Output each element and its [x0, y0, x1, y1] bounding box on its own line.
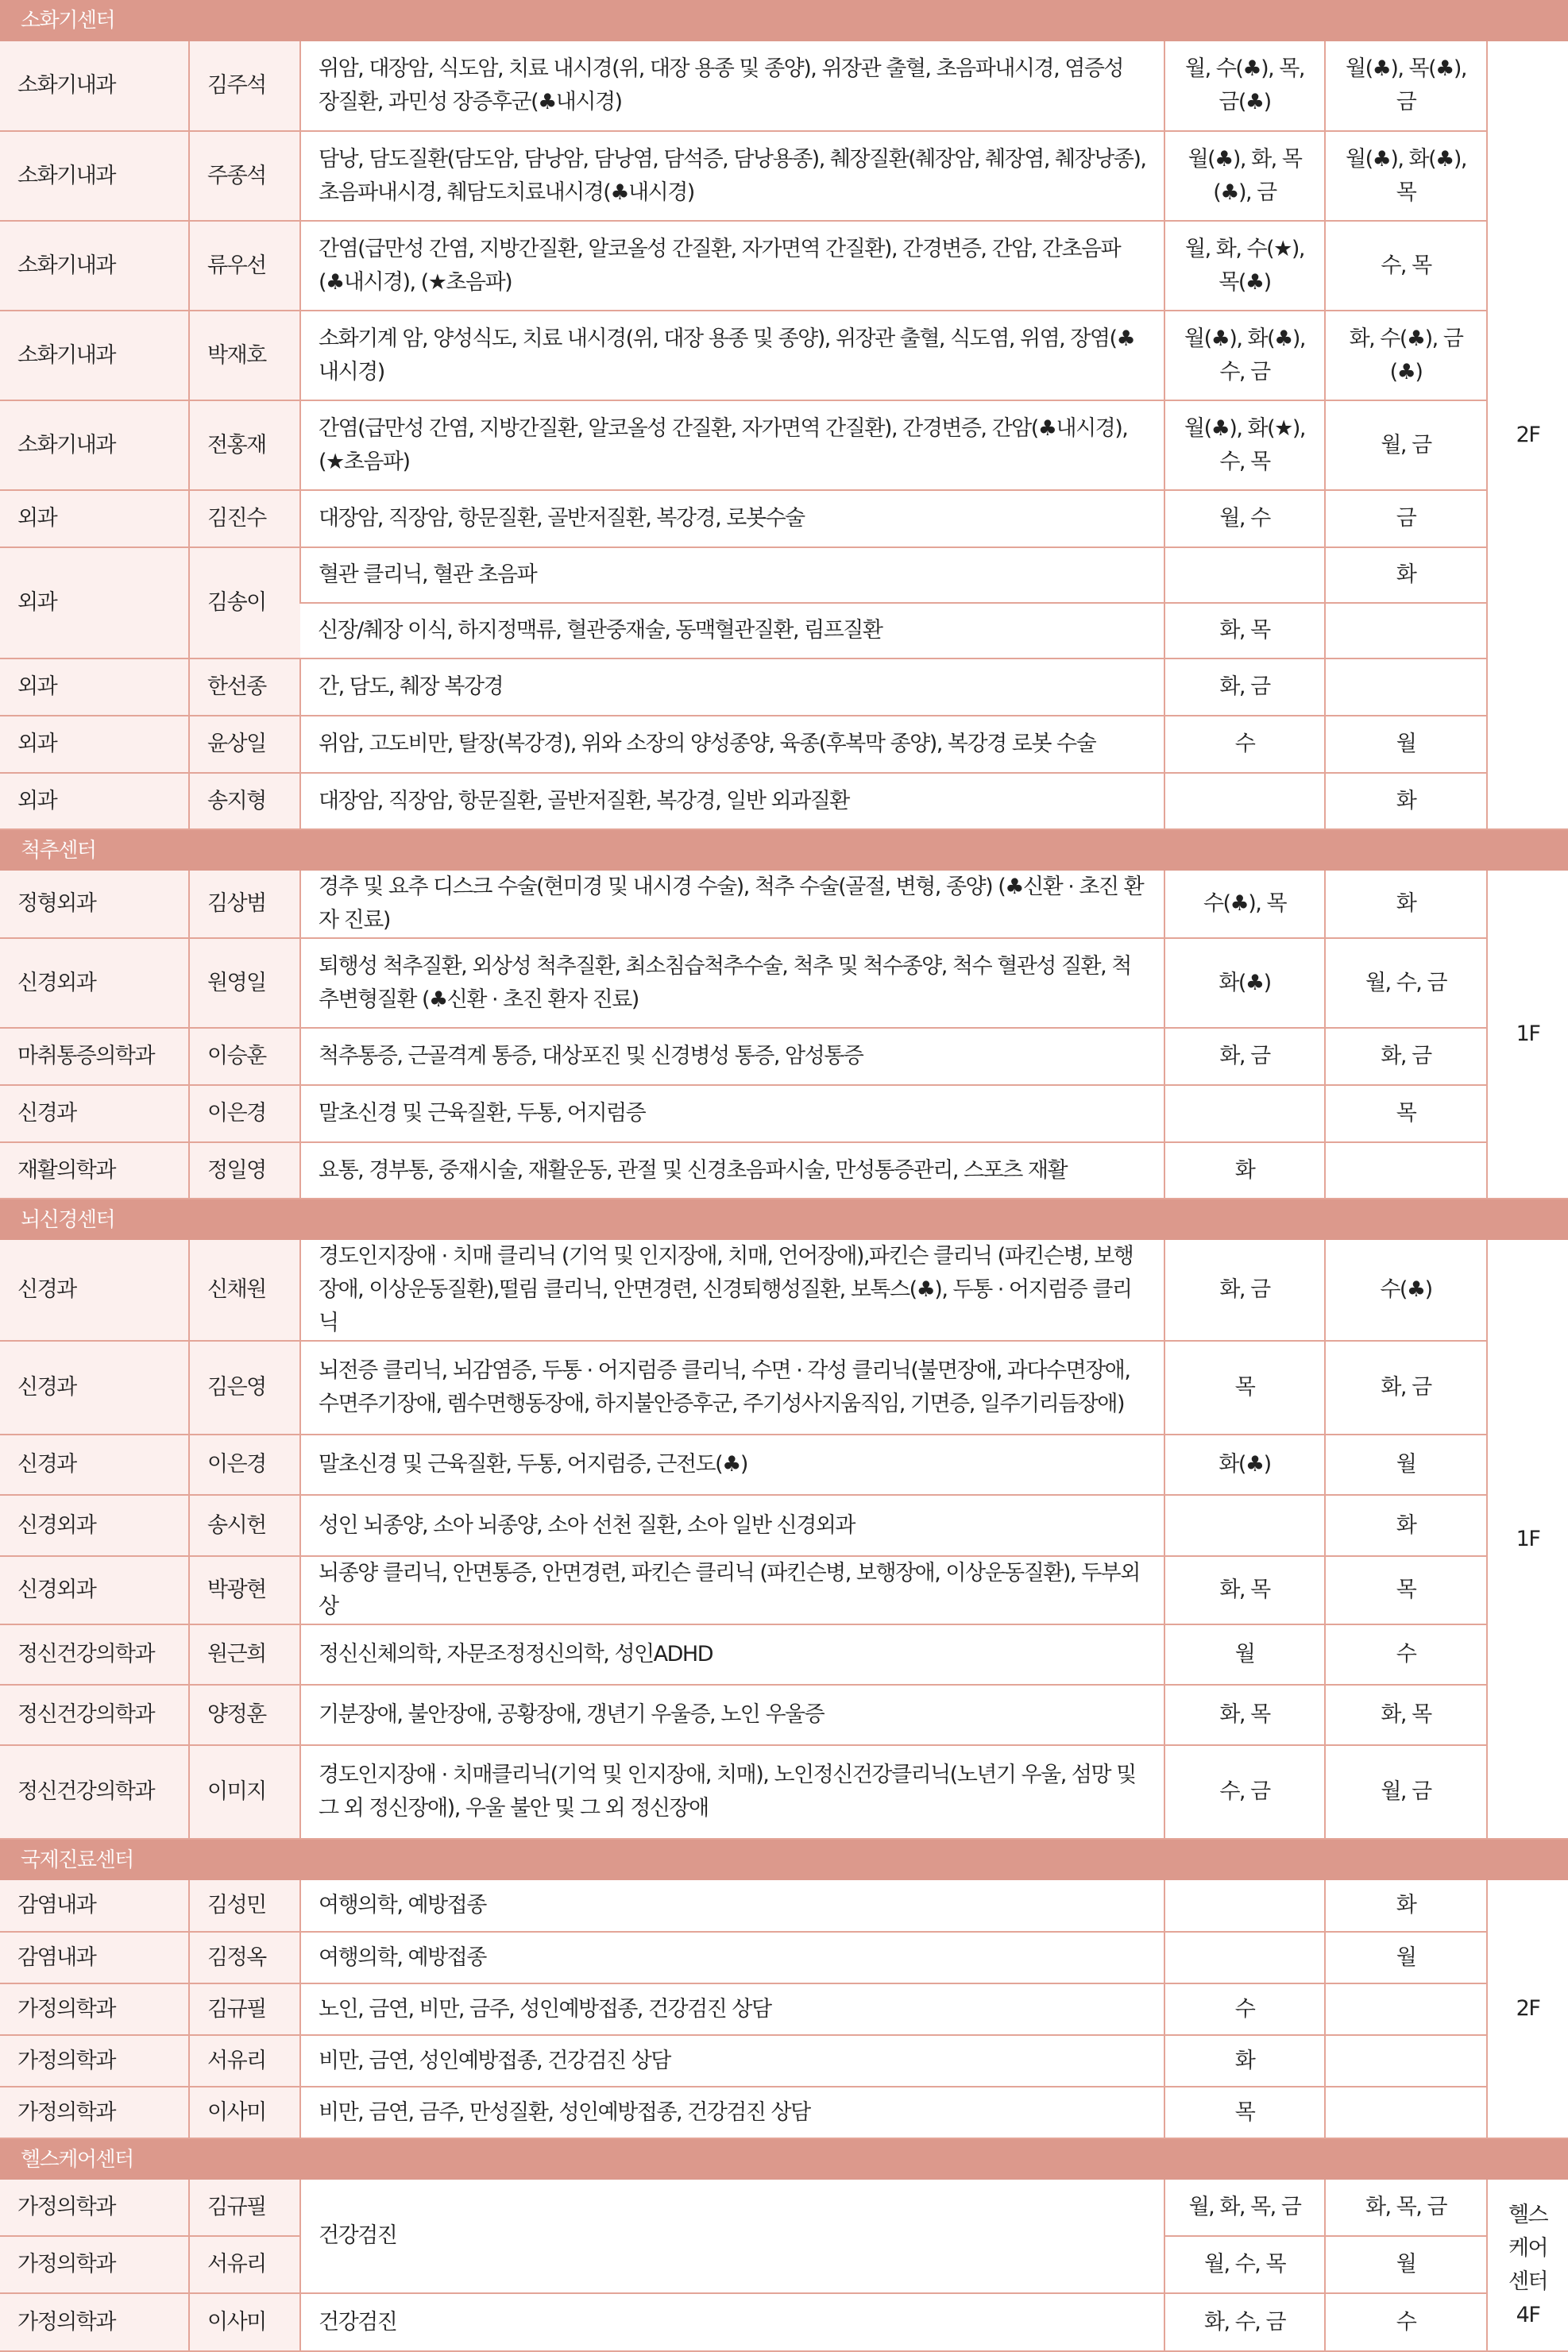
- doctor-name[interactable]: 박광현: [189, 1556, 300, 1624]
- department-cell: 감염내과: [0, 1932, 189, 1983]
- doctor-name[interactable]: 이승훈: [189, 1028, 300, 1085]
- specialty-cell: 위암, 고도비만, 탈장(복강경), 위와 소장의 양성종양, 육종(후복막 종양), 복강경 로봇 수술: [300, 716, 1164, 773]
- schedule-days-1: 월, 수: [1164, 490, 1325, 547]
- section-title: 뇌신경센터: [0, 1199, 1568, 1240]
- doctor-name[interactable]: 이은경: [189, 1435, 300, 1495]
- schedule-days-2: 월: [1325, 716, 1487, 773]
- schedule-days-1: 목: [1164, 2087, 1325, 2138]
- department-cell: 가정의학과: [0, 2180, 189, 2236]
- schedule-days-2: 화: [1325, 871, 1487, 938]
- schedule-days-1: 월, 수, 목: [1164, 2236, 1325, 2293]
- schedule-days-1: 화: [1164, 2035, 1325, 2087]
- schedule-days-2: 수: [1325, 2293, 1487, 2351]
- schedule-days-1: 월: [1164, 1624, 1325, 1685]
- table-row: [0, 41, 1568, 131]
- schedule-days-1: 화, 목: [1164, 1556, 1325, 1624]
- department-cell: 신경과: [0, 1341, 189, 1435]
- specialty-cell: 뇌전증 클리닉, 뇌감염증, 두통 · 어지럼증 클리닉, 수면 · 각성 클리닉(불면장애, 과다수면장애, 수면주기장애, 렘수면행동장애, 하지불안증후군, 주기성사지움직임, 기면증, 일주기리듬장애): [300, 1341, 1164, 1435]
- specialty-cell: 대장암, 직장암, 항문질환, 골반저질환, 복강경, 로봇수술: [300, 490, 1164, 547]
- schedule-days-1: 월(♣), 화, 목(♣), 금: [1164, 131, 1325, 221]
- schedule-days-1: 월, 수(♣), 목, 금(♣): [1164, 41, 1325, 131]
- schedule-days-2: 목: [1325, 1085, 1487, 1142]
- schedule-days-1: 화(♣): [1164, 1435, 1325, 1495]
- doctor-name[interactable]: 송지형: [189, 773, 300, 829]
- department-cell: 소화기내과: [0, 311, 189, 400]
- table-row: [0, 1240, 1568, 1341]
- floor-cell: 2F: [1487, 41, 1568, 829]
- department-cell: 정신건강의학과: [0, 1685, 189, 1745]
- floor-cell: 2F: [1487, 1880, 1568, 2138]
- doctor-name[interactable]: 양정훈: [189, 1685, 300, 1745]
- section-title: 소화기센터: [0, 0, 1568, 41]
- department-cell: 외과: [0, 490, 189, 547]
- schedule-days-2: 월: [1325, 1435, 1487, 1495]
- schedule-days-2: 수, 목: [1325, 221, 1487, 311]
- table-row: [0, 2087, 1568, 2138]
- doctor-name[interactable]: 원영일: [189, 938, 300, 1028]
- table-row: [0, 490, 1568, 547]
- department-cell: 신경외과: [0, 1556, 189, 1624]
- schedule-days-2: 월, 금: [1325, 1745, 1487, 1839]
- doctor-name[interactable]: 이사미: [189, 2087, 300, 2138]
- floor-line: 4F: [1516, 2302, 1540, 2327]
- department-cell: 정신건강의학과: [0, 1745, 189, 1839]
- specialty-cell: 노인, 금연, 비만, 금주, 성인예방접종, 건강검진 상담: [300, 1983, 1164, 2035]
- department-cell: 외과: [0, 716, 189, 773]
- department-cell: 가정의학과: [0, 2293, 189, 2351]
- schedule-days-2: 목: [1325, 1556, 1487, 1624]
- section-title: 척추센터: [0, 829, 1568, 871]
- schedule-days-2: 월: [1325, 2236, 1487, 2293]
- schedule-days-1: 화: [1164, 1142, 1325, 1199]
- specialty-cell: 말초신경 및 근육질환, 두통, 어지럼증: [300, 1085, 1164, 1142]
- department-cell: 정신건강의학과: [0, 1624, 189, 1685]
- doctor-name[interactable]: 류우선: [189, 221, 300, 311]
- schedule-days-1: 목: [1164, 1341, 1325, 1435]
- table-row: [0, 1028, 1568, 1085]
- table-row: [0, 1142, 1568, 1199]
- table-row: [0, 1685, 1568, 1745]
- schedule-days-1: 월(♣), 화(♣), 수, 금: [1164, 311, 1325, 400]
- doctor-name[interactable]: 김은영: [189, 1341, 300, 1435]
- table-row: [0, 938, 1568, 1028]
- specialty-cell: 건강검진: [300, 2293, 1164, 2351]
- schedule-days-2: 화: [1325, 773, 1487, 829]
- schedule-days-1: [1164, 547, 1325, 603]
- table-row: [0, 773, 1568, 829]
- table-row: [0, 131, 1568, 221]
- doctor-name[interactable]: 송시헌: [189, 1495, 300, 1556]
- specialty-cell: 경도인지장애 · 치매클리닉(기억 및 인지장애, 치매), 노인정신건강클리닉(노년기 우울, 섬망 및 그 외 정신장애), 우울 불안 및 그 외 정신장애: [300, 1745, 1164, 1839]
- schedule-days-2: 화, 목: [1325, 1685, 1487, 1745]
- doctor-name[interactable]: 서유리: [189, 2236, 300, 2293]
- doctor-name[interactable]: 윤상일: [189, 716, 300, 773]
- table-row: [0, 716, 1568, 773]
- specialty-cell: 척추통증, 근골격계 통증, 대상포진 및 신경병성 통증, 암성통증: [300, 1028, 1164, 1085]
- floor-line: 케어: [1508, 2235, 1548, 2261]
- schedule-days-1: 월(♣), 화(★), 수, 목: [1164, 400, 1325, 490]
- schedule-days-2: 월(♣), 목(♣), 금: [1325, 41, 1487, 131]
- schedule-days-1: 수, 금: [1164, 1745, 1325, 1839]
- department-cell: 정형외과: [0, 871, 189, 938]
- specialty-cell: 간, 담도, 췌장 복강경: [300, 658, 1164, 716]
- schedule-days-2: [1325, 2087, 1487, 2138]
- department-cell: 외과: [0, 658, 189, 716]
- table-row: [0, 1435, 1568, 1495]
- schedule-days-1: 화, 목: [1164, 1685, 1325, 1745]
- table-row: [0, 871, 1568, 938]
- schedule-days-2: [1325, 1983, 1487, 2035]
- table-row: [0, 1624, 1568, 1685]
- doctor-name[interactable]: 정일영: [189, 1142, 300, 1199]
- schedule-days-2: 화, 수(♣), 금(♣): [1325, 311, 1487, 400]
- table-row: [0, 311, 1568, 400]
- doctor-name[interactable]: 신채원: [189, 1240, 300, 1341]
- specialty-cell: 기분장애, 불안장애, 공황장애, 갱년기 우울증, 노인 우울증: [300, 1685, 1164, 1745]
- department-cell: 가정의학과: [0, 2087, 189, 2138]
- schedule-days-1: 월, 화, 수(★), 목(♣): [1164, 221, 1325, 311]
- schedule-days-1: 화, 금: [1164, 1028, 1325, 1085]
- table-row: [0, 658, 1568, 716]
- doctor-name[interactable]: 김상범: [189, 871, 300, 938]
- schedule-days-1: 월, 화, 목, 금: [1164, 2180, 1325, 2236]
- schedule-days-1: [1164, 773, 1325, 829]
- floor-cell: 1F: [1487, 871, 1568, 1199]
- specialty-cell: 요통, 경부통, 중재시술, 재활운동, 관절 및 신경초음파시술, 만성통증관리, 스포츠 재활: [300, 1142, 1164, 1199]
- department-cell: 신경외과: [0, 1495, 189, 1556]
- schedule-days-2: 화, 금: [1325, 1028, 1487, 1085]
- schedule-days-2: 화: [1325, 1880, 1487, 1932]
- specialty-cell: 비만, 금연, 금주, 만성질환, 성인예방접종, 건강검진 상담: [300, 2087, 1164, 2138]
- schedule-days-2: [1325, 603, 1487, 658]
- table-row: [0, 547, 1568, 603]
- doctor-name[interactable]: 김규필: [189, 2180, 300, 2236]
- specialty-cell: 말초신경 및 근육질환, 두통, 어지럼증, 근전도(♣): [300, 1435, 1164, 1495]
- specialty-cell: 뇌종양 클리닉, 안면통증, 안면경련, 파킨슨 클리닉 (파킨슨병, 보행장애, 이상운동질환), 두부외상: [300, 1556, 1164, 1624]
- specialty-cell: 퇴행성 척추질환, 외상성 척추질환, 최소침습척추수술, 척추 및 척수종양, 척수 혈관성 질환, 척추변형질환 (♣신환 · 초진 환자 진료): [300, 938, 1164, 1028]
- doctor-name[interactable]: 한선종: [189, 658, 300, 716]
- table-row: [0, 1983, 1568, 2035]
- specialty-cell: 성인 뇌종양, 소아 뇌종양, 소아 선천 질환, 소아 일반 신경외과: [300, 1495, 1164, 1556]
- specialty-cell: 간염(급만성 간염, 지방간질환, 알코올성 간질환, 자가면역 간질환), 간경변증, 간암(♣내시경), (★초음파): [300, 400, 1164, 490]
- specialty-cell: 위암, 대장암, 식도암, 치료 내시경(위, 대장 용종 및 종양), 위장관 출혈, 초음파내시경, 염증성 장질환, 과민성 장증후군(♣내시경): [300, 41, 1164, 131]
- schedule-days-2: 월, 금: [1325, 400, 1487, 490]
- schedule-days-2: 월: [1325, 1932, 1487, 1983]
- section-header-international: [0, 1839, 1568, 1880]
- department-cell: 신경과: [0, 1435, 189, 1495]
- section-header-digestive: [0, 0, 1568, 41]
- specialty-cell: 간염(급만성 간염, 지방간질환, 알코올성 간질환, 자가면역 간질환), 간경변증, 간암, 간초음파 (♣내시경), (★초음파): [300, 221, 1164, 311]
- table-row: [0, 1495, 1568, 1556]
- schedule-days-1: 화, 수, 금: [1164, 2293, 1325, 2351]
- schedule-days-1: [1164, 1495, 1325, 1556]
- section-header-healthcare: [0, 2138, 1568, 2180]
- table-row: [0, 1932, 1568, 1983]
- doctor-name[interactable]: 김정옥: [189, 1932, 300, 1983]
- specialty-cell: 담낭, 담도질환(담도암, 담낭암, 담낭염, 담석증, 담낭용종), 췌장질환(췌장암, 췌장염, 췌장낭종), 초음파내시경, 췌담도치료내시경(♣내시경): [300, 131, 1164, 221]
- schedule-days-1: 수: [1164, 716, 1325, 773]
- table-row: [0, 1341, 1568, 1435]
- department-cell: 소화기내과: [0, 221, 189, 311]
- department-cell: 소화기내과: [0, 41, 189, 131]
- floor-cell: 1F: [1487, 1240, 1568, 1839]
- specialty-cell: 소화기계 암, 양성식도, 치료 내시경(위, 대장 용종 및 종양), 위장관 출혈, 식도염, 위염, 장염(♣내시경): [300, 311, 1164, 400]
- department-cell: 외과: [0, 773, 189, 829]
- schedule-days-2: 수(♣): [1325, 1240, 1487, 1341]
- specialty-cell: 대장암, 직장암, 항문질환, 골반저질환, 복강경, 일반 외과질환: [300, 773, 1164, 829]
- schedule-days-2: [1325, 1142, 1487, 1199]
- schedule-days-2: [1325, 2035, 1487, 2087]
- section-header-spine: [0, 829, 1568, 871]
- schedule-days-1: 화, 목: [1164, 603, 1325, 658]
- doctor-name[interactable]: 김진수: [189, 490, 300, 547]
- specialty-cell: 혈관 클리닉, 혈관 초음파: [300, 547, 1164, 603]
- schedule-days-2: 수: [1325, 1624, 1487, 1685]
- specialty-cell: 경도인지장애 · 치매 클리닉 (기억 및 인지장애, 치매, 언어장애),파킨슨 클리닉 (파킨슨병, 보행장애, 이상운동질환),떨림 클리닉, 안면경련, 신경퇴행성질환, 보톡스(♣), 두통 · 어지럼증 클리닉: [300, 1240, 1164, 1341]
- doctor-name[interactable]: 이사미: [189, 2293, 300, 2351]
- specialty-cell: 여행의학, 예방접종: [300, 1932, 1164, 1983]
- doctor-name[interactable]: 김주석: [189, 41, 300, 131]
- section-title: 헬스케어센터: [0, 2138, 1568, 2180]
- department-cell: 가정의학과: [0, 1983, 189, 2035]
- department-cell: 가정의학과: [0, 2236, 189, 2293]
- department-cell: 신경과: [0, 1240, 189, 1341]
- department-cell: 소화기내과: [0, 400, 189, 490]
- table-row: [0, 2293, 1568, 2351]
- table-row: [0, 2035, 1568, 2087]
- doctor-name[interactable]: 전홍재: [189, 400, 300, 490]
- doctor-name[interactable]: 김송이: [189, 547, 300, 658]
- doctor-name[interactable]: 서유리: [189, 2035, 300, 2087]
- department-cell: 신경과: [0, 1085, 189, 1142]
- department-cell: 재활의학과: [0, 1142, 189, 1199]
- schedule-days-1: 수(♣), 목: [1164, 871, 1325, 938]
- doctor-name[interactable]: 박재호: [189, 311, 300, 400]
- schedule-days-1: 수: [1164, 1983, 1325, 2035]
- table-row: [0, 1556, 1568, 1624]
- doctor-name[interactable]: 김성민: [189, 1880, 300, 1932]
- schedule-days-2: 화: [1325, 547, 1487, 603]
- department-cell: 마취통증의학과: [0, 1028, 189, 1085]
- specialty-cell: 비만, 금연, 성인예방접종, 건강검진 상담: [300, 2035, 1164, 2087]
- doctor-name[interactable]: 김규필: [189, 1983, 300, 2035]
- section-header-neuro: [0, 1199, 1568, 1240]
- schedule-days-2: 화, 목, 금: [1325, 2180, 1487, 2236]
- schedule-days-1: [1164, 1085, 1325, 1142]
- schedule-days-2: 화: [1325, 1495, 1487, 1556]
- schedule-days-1: [1164, 1932, 1325, 1983]
- schedule-days-1: 화, 금: [1164, 1240, 1325, 1341]
- table-row: [0, 2180, 1568, 2236]
- schedule-days-2: 금: [1325, 490, 1487, 547]
- department-cell: 감염내과: [0, 1880, 189, 1932]
- schedule-days-1: 화(♣): [1164, 938, 1325, 1028]
- schedule-days-2: 월(♣), 화(♣), 목: [1325, 131, 1487, 221]
- department-cell: 신경외과: [0, 938, 189, 1028]
- table-row: [0, 221, 1568, 311]
- section-title: 국제진료센터: [0, 1839, 1568, 1880]
- specialty-cell: 건강검진: [300, 2180, 1164, 2293]
- table-row: [0, 400, 1568, 490]
- table-row: [0, 1085, 1568, 1142]
- floor-cell: [1487, 2180, 1568, 2351]
- doctor-name[interactable]: 주종석: [189, 131, 300, 221]
- specialty-cell: 정신신체의학, 자문조정정신의학, 성인ADHD: [300, 1624, 1164, 1685]
- specialty-cell: 경추 및 요추 디스크 수술(현미경 및 내시경 수술), 척추 수술(골절, 변형, 종양) (♣신환 · 초진 환자 진료): [300, 871, 1164, 938]
- doctor-name[interactable]: 이미지: [189, 1745, 300, 1839]
- specialty-cell: 여행의학, 예방접종: [300, 1880, 1164, 1932]
- schedule-days-2: 화, 금: [1325, 1341, 1487, 1435]
- floor-line: 헬스: [1508, 2202, 1548, 2227]
- department-cell: 외과: [0, 547, 189, 658]
- department-cell: 소화기내과: [0, 131, 189, 221]
- schedule-days-2: [1325, 658, 1487, 716]
- schedule-days-2: 월, 수, 금: [1325, 938, 1487, 1028]
- schedule-days-1: [1164, 1880, 1325, 1932]
- specialty-cell: 신장/췌장 이식, 하지정맥류, 혈관중재술, 동맥혈관질환, 림프질환: [300, 603, 1164, 658]
- table-row: [0, 1745, 1568, 1839]
- floor-line: 센터: [1508, 2269, 1548, 2294]
- doctor-name[interactable]: 원근희: [189, 1624, 300, 1685]
- doctor-name[interactable]: 이은경: [189, 1085, 300, 1142]
- schedule-days-1: 화, 금: [1164, 658, 1325, 716]
- department-cell: 가정의학과: [0, 2035, 189, 2087]
- table-row: [0, 1880, 1568, 1932]
